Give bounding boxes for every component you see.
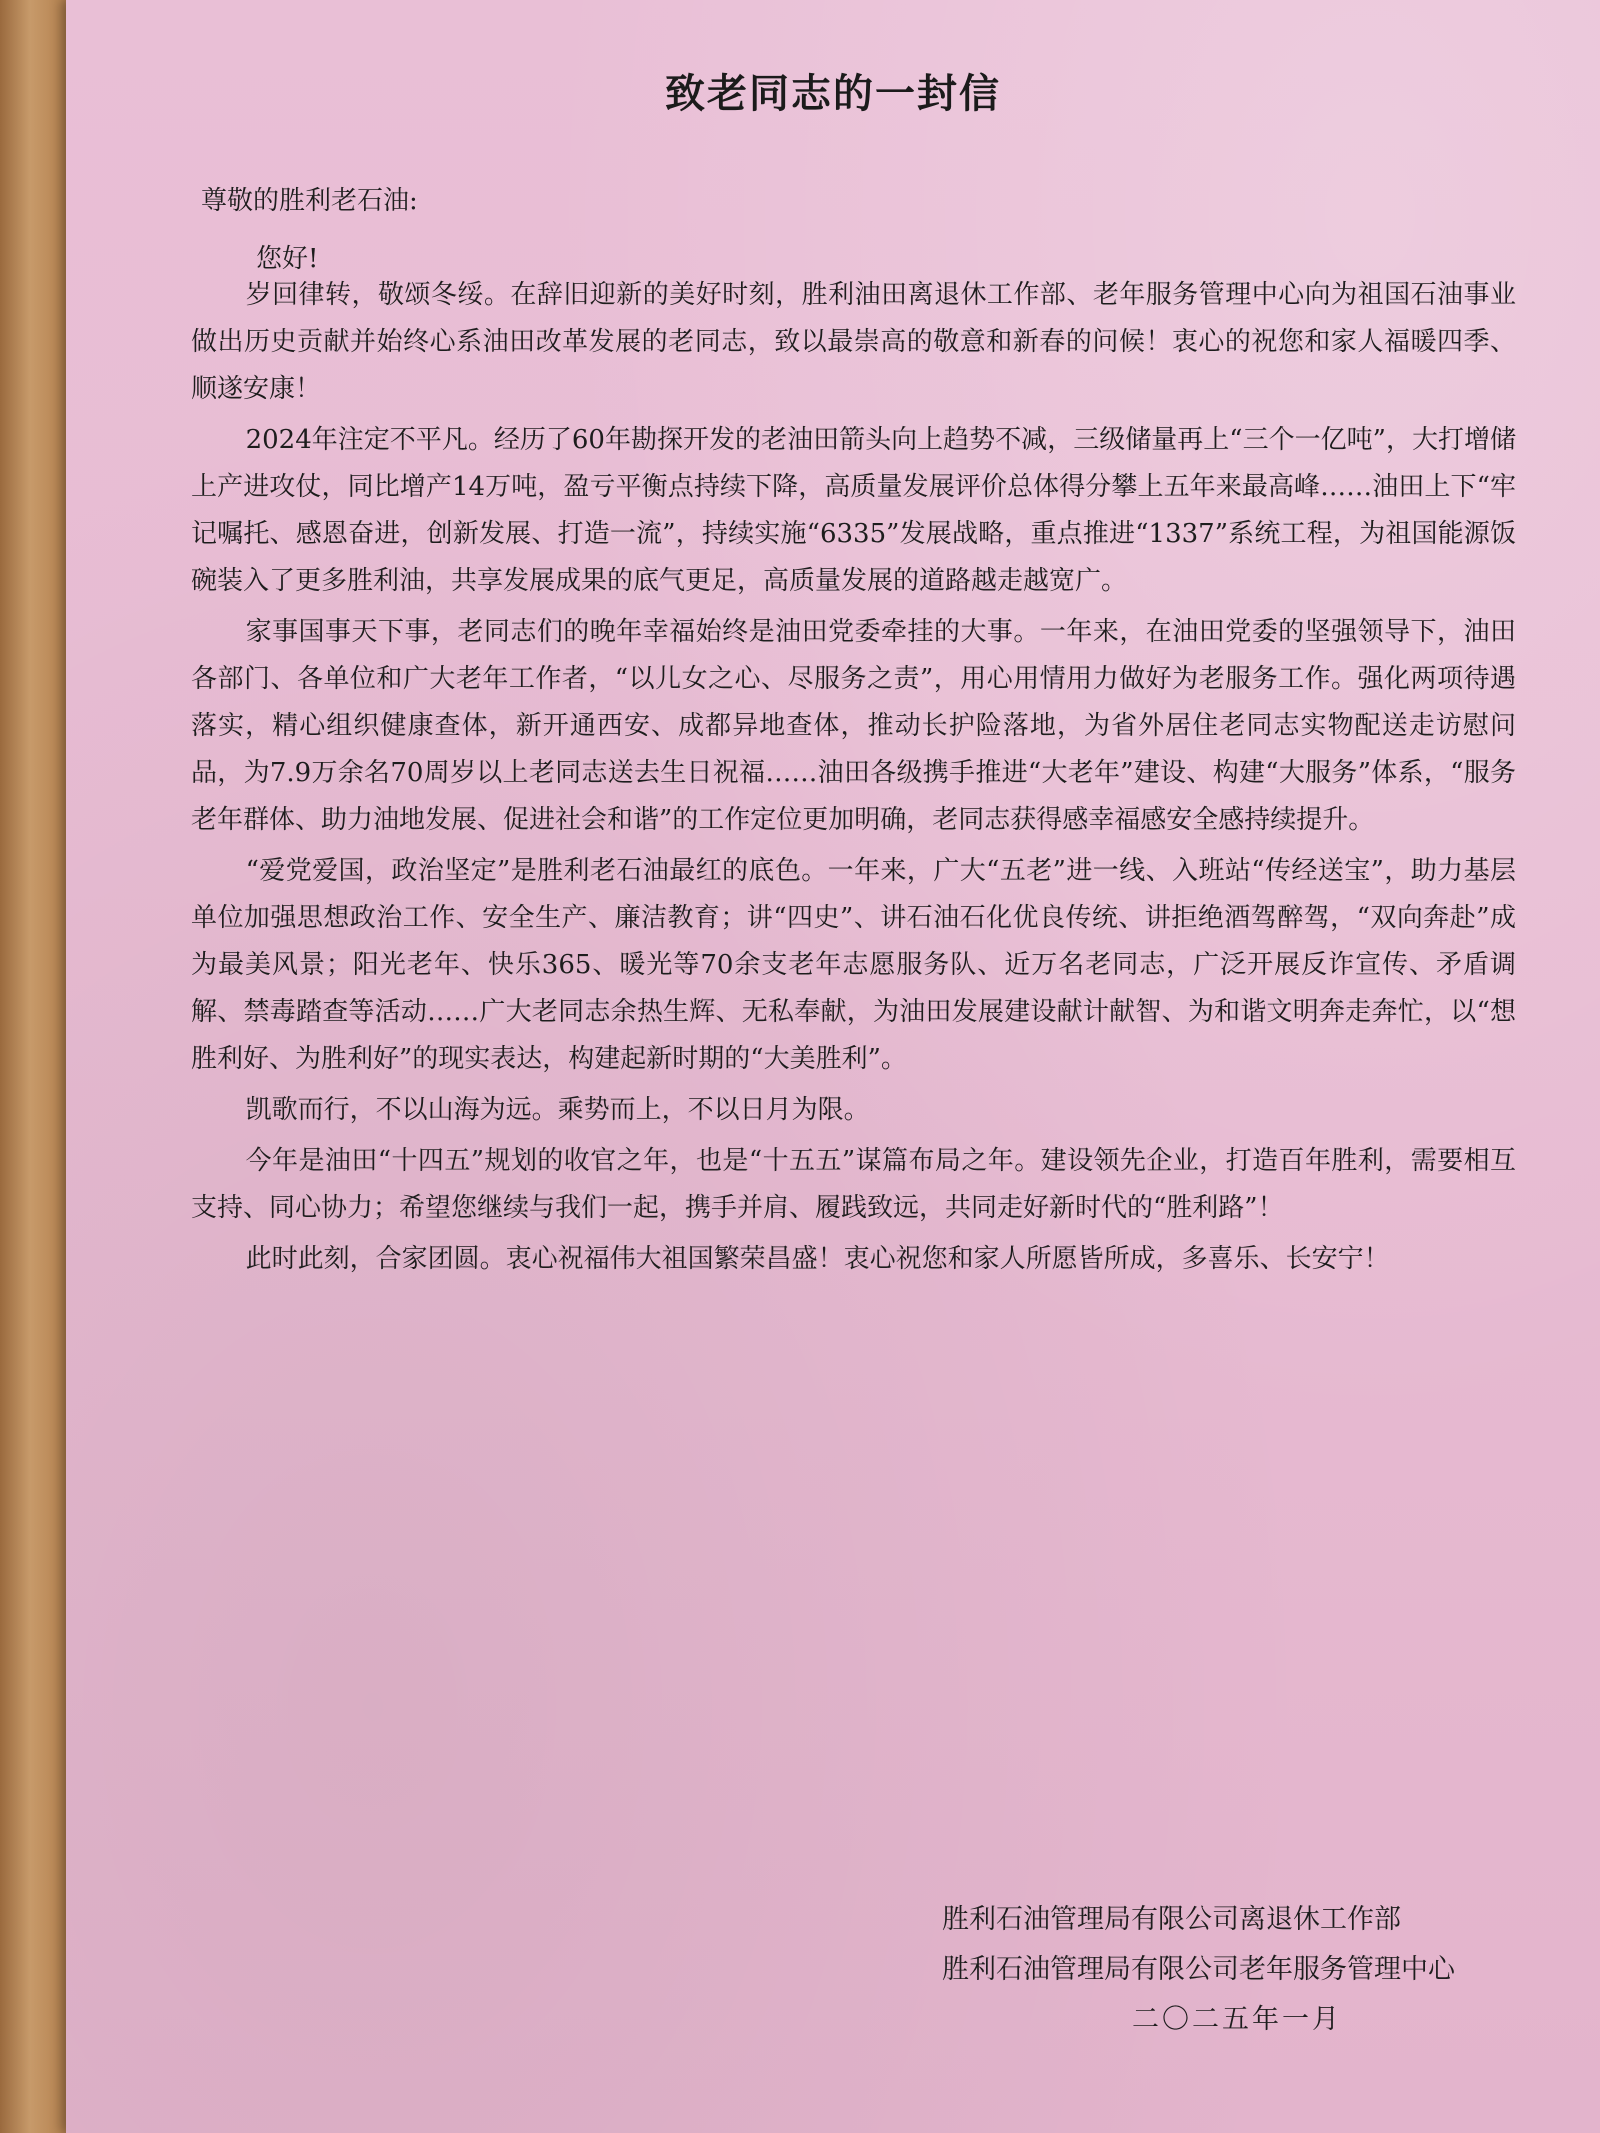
signature-block	[942, 1895, 1455, 2045]
letter-sheet	[66, 0, 1600, 2133]
paragraph-5: 凯歌而行，不以山海为远。乘势而上，不以日月为限。	[245, 1095, 870, 1125]
signature-org-1: 胜利石油管理局有限公司离退休工作部	[942, 1904, 1401, 1935]
paragraph-7: 此时此刻，合家团圆。衷心祝福伟大祖国繁荣昌盛！衷心祝您和家人所愿皆所成，多喜乐、长安宁！	[245, 1244, 1390, 1274]
paragraph-6: 今年是油田“十四五”规划的收官之年，也是“十五五”谋篇布局之年。建设领先企业，打造百年胜利，需要相互支持、同心协力；希望您继续与我们一起，携手并肩、履践致远，共同走好新时代的“胜利路”！	[191, 1146, 1516, 1223]
paragraph-3: 家事国事天下事，老同志们的晚年幸福始终是油田党委牵挂的大事。一年来，在油田党委的坚强领导下，油田各部门、各单位和广大老年工作者，“以儿女之心、尽服务之责”，用心用情用力做好为老服务工作。强化两项待遇落实，精心组织健康查体，新开通西安、成都异地查体，推动长护险落地，为省外居住老同志实物配送走访慰问品，为7.9万余名70周岁以上老同志送去生日祝福……油田各级携手推进“大老年”建设、构建“大服务”体系，“服务老年群体、助力油地发展、促进社会和谐”的工作定位更加明确，老同志获得感幸福感安全感持续提升。	[191, 617, 1516, 835]
signature-date: 二〇二五年一月	[1132, 2004, 1342, 2035]
letter-title: 致老同志的一封信	[665, 70, 1001, 117]
letter-body	[191, 272, 1516, 1287]
signature-org-2: 胜利石油管理局有限公司老年服务管理中心	[942, 1954, 1455, 1985]
paragraph-2: 2024年注定不平凡。经历了60年勘探开发的老油田箭头向上趋势不减，三级储量再上“三个一亿吨”，大打增储上产进攻仗，同比增产14万吨，盈亏平衡点持续下降，高质量发展评价总体得分攀上五年来最高峰……油田上下“牢记嘱托、感恩奋进，创新发展、打造一流”，持续实施“6335”发展战略，重点推进“1337”系统工程，为祖国能源饭碗装入了更多胜利油，共享发展成果的底气更足，高质量发展的道路越走越宽广。	[191, 425, 1516, 596]
paragraph-1: 岁回律转，敬颂冬绥。在辞旧迎新的美好时刻，胜利油田离退休工作部、老年服务管理中心向为祖国石油事业做出历史贡献并始终心系油田改革发展的老同志，致以最崇高的敬意和新春的问候！衷心的祝您和家人福暖四季、顺遂安康！	[191, 280, 1516, 404]
paragraph-4: “爱党爱国，政治坚定”是胜利老石油最红的底色。一年来，广大“五老”进一线、入班站“传经送宝”，助力基层单位加强思想政治工作、安全生产、廉洁教育；讲“四史”、讲石油石化优良传统、讲拒绝酒驾醉驾，“双向奔赴”成为最美风景；阳光老年、快乐365、暖光等70余支老年志愿服务队、近万名老同志，广泛开展反诈宣传、矛盾调解、禁毒踏查等活动……广大老同志余热生辉、无私奉献，为油田发展建设献计献智、为和谐文明奔走奔忙，以“想胜利好、为胜利好”的现实表达，构建起新时期的“大美胜利”。	[191, 856, 1516, 1074]
greeting: 您好!	[256, 244, 319, 274]
salutation: 尊敬的胜利老石油:	[201, 186, 418, 216]
